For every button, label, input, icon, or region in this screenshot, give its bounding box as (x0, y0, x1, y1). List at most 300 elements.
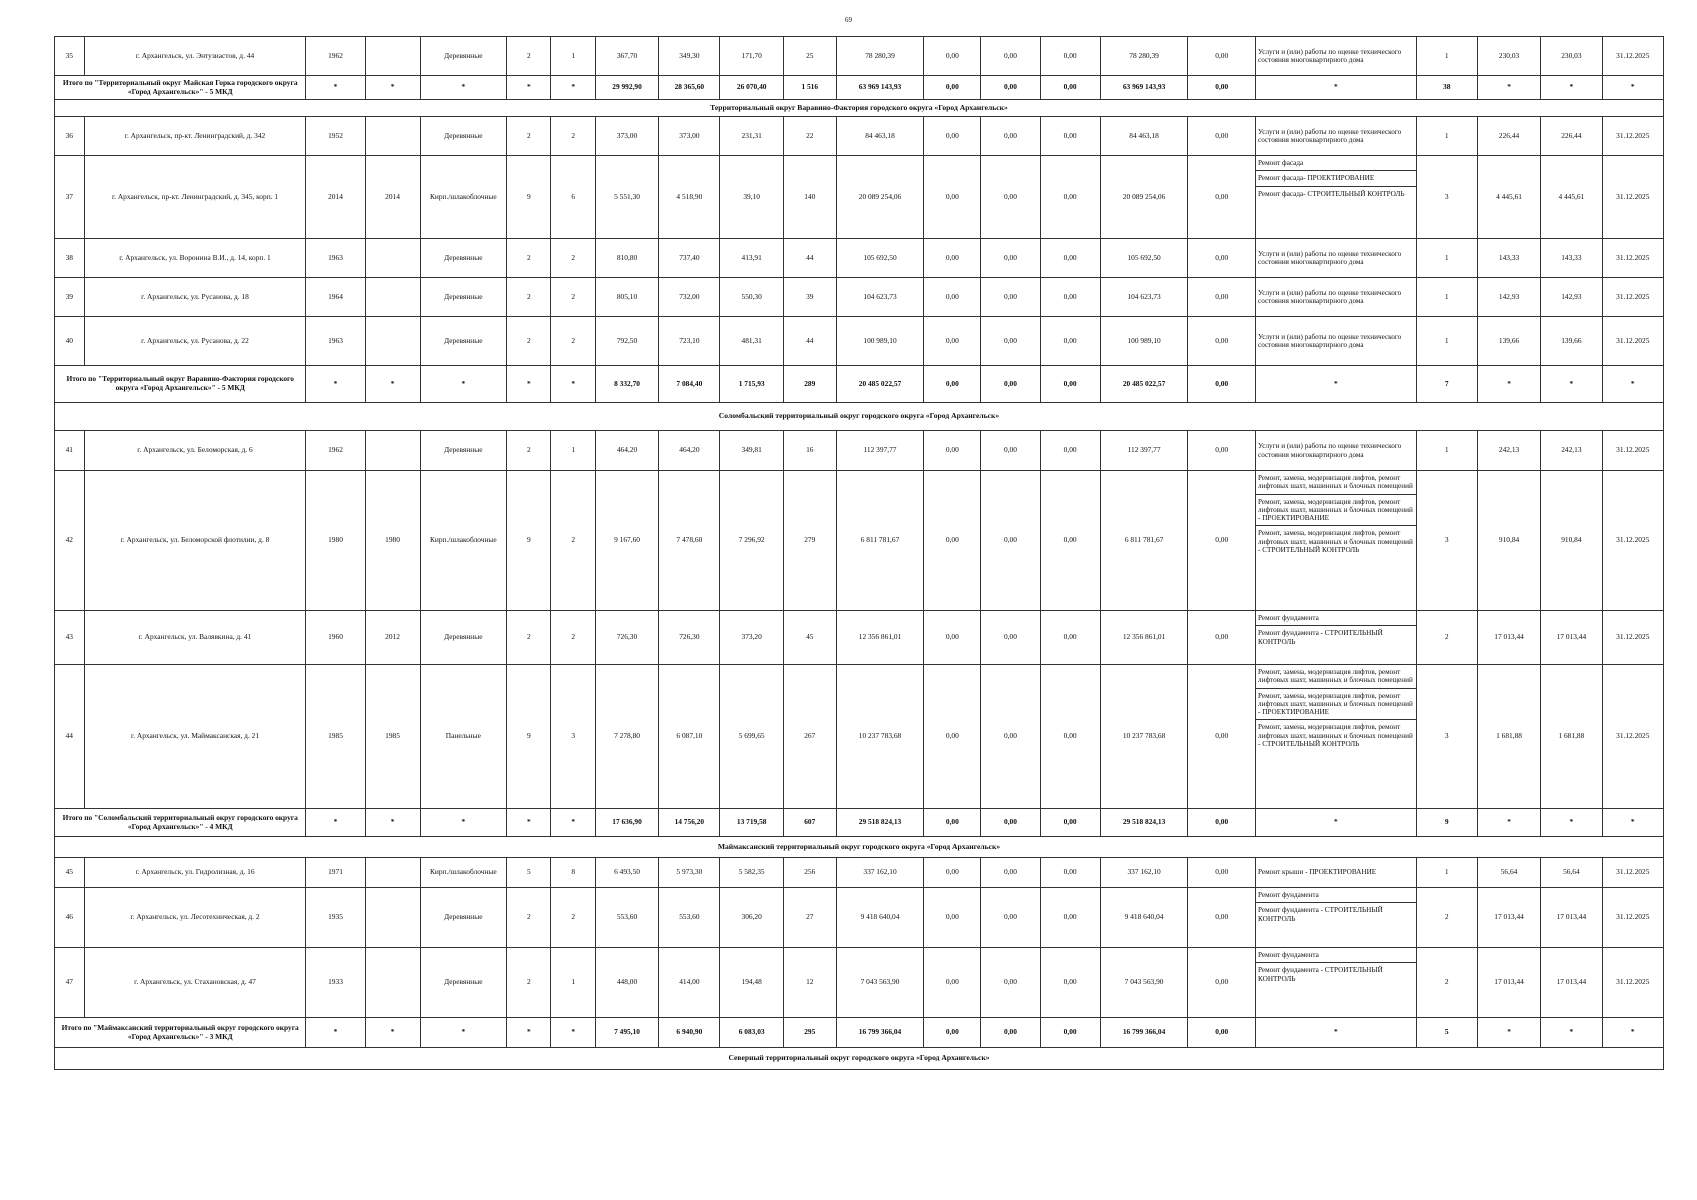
residents-cell: 16 (783, 431, 836, 471)
fund-cell-1: 0,00 (924, 948, 981, 1018)
residents-cell: 39 (783, 278, 836, 317)
works-count-cell: 1 (1416, 431, 1477, 471)
year-built-cell: 2014 (306, 156, 365, 239)
total-placeholder-cell: * (551, 366, 595, 403)
area-total-cell: 810,80 (595, 239, 658, 278)
total-fund-cell-5: 0,00 (1188, 366, 1256, 403)
area-residential-cell: 481,31 (720, 317, 783, 366)
row-number: 38 (55, 239, 85, 278)
unit-cost-cell: 17 013,44 (1477, 948, 1540, 1018)
completion-date-cell: 31.12.2025 (1602, 117, 1663, 156)
house-row (55, 239, 1664, 278)
residents-cell: 44 (783, 317, 836, 366)
house-row (55, 431, 1664, 471)
fund-cell-2: 0,00 (981, 156, 1040, 239)
area-residential-cell: 171,70 (720, 37, 783, 76)
works-count-cell: 2 (1416, 888, 1477, 948)
fund-cell-1: 0,00 (924, 431, 981, 471)
total-date-cell: * (1602, 76, 1663, 100)
entrances-cell: 1 (551, 37, 595, 76)
total-placeholder-cell: * (306, 809, 365, 837)
fund-cell-3: 0,00 (1040, 317, 1100, 366)
year-overhaul-cell (365, 37, 420, 76)
total-works-cell: * (1256, 76, 1417, 100)
total-unit-cost-cell: * (1477, 366, 1540, 403)
fund-cell-3: 0,00 (1040, 431, 1100, 471)
work-item: Ремонт, замена, модернизация лифтов, ремонт лифтовых шахт, машинных и блочных помещений (1258, 668, 1413, 685)
fund-cell-4: 100 989,10 (1100, 317, 1188, 366)
fund-cell-3: 0,00 (1040, 37, 1100, 76)
unit-cost-cell: 139,66 (1477, 317, 1540, 366)
total-row (55, 809, 1664, 837)
residents-cell: 44 (783, 239, 836, 278)
total-residents-cell: 289 (783, 366, 836, 403)
total-placeholder-cell: * (420, 809, 507, 837)
works-cell (1256, 156, 1417, 239)
total-date-cell: * (1602, 809, 1663, 837)
unit-cost-max-cell: 17 013,44 (1541, 888, 1602, 948)
fund-cell-3: 0,00 (1040, 948, 1100, 1018)
address-cell: г. Архангельск, пр-кт. Ленинградский, д. 342 (84, 117, 306, 156)
entrances-cell: 2 (551, 317, 595, 366)
work-item: Ремонт фундамента (1258, 891, 1319, 899)
works-count-cell: 2 (1416, 611, 1477, 665)
total-area-premises-cell: 14 756,20 (659, 809, 720, 837)
year-overhaul-cell (365, 317, 420, 366)
fund-cell-3: 0,00 (1040, 858, 1100, 888)
fund-cell-5: 0,00 (1188, 37, 1256, 76)
total-date-cell: * (1602, 1018, 1663, 1048)
residents-cell: 267 (783, 665, 836, 809)
works-count-cell: 3 (1416, 665, 1477, 809)
fund-cell-3: 0,00 (1040, 239, 1100, 278)
wall-material-cell: Деревянные (420, 948, 507, 1018)
residents-cell: 27 (783, 888, 836, 948)
area-total-cell: 792,50 (595, 317, 658, 366)
wall-material-cell: Кирп./шлакоблочные (420, 858, 507, 888)
cost-total-cell: 100 989,10 (836, 317, 924, 366)
total-placeholder-cell: * (365, 1018, 420, 1048)
completion-date-cell: 31.12.2025 (1602, 317, 1663, 366)
fund-cell-3: 0,00 (1040, 156, 1100, 239)
work-item: Ремонт фасада (1258, 159, 1304, 167)
fund-cell-1: 0,00 (924, 117, 981, 156)
cost-total-cell: 6 811 781,67 (836, 471, 924, 611)
address-cell: г. Архангельск, пр-кт. Ленинградский, д. 345, корп. 1 (84, 156, 306, 239)
area-premises-cell: 553,60 (659, 888, 720, 948)
total-count-cell: 9 (1416, 809, 1477, 837)
wall-material-cell: Деревянные (420, 317, 507, 366)
area-residential-cell: 5 582,35 (720, 858, 783, 888)
total-fund-cell-1: 0,00 (924, 76, 981, 100)
residents-cell: 22 (783, 117, 836, 156)
year-built-cell: 1960 (306, 611, 365, 665)
area-total-cell: 553,60 (595, 888, 658, 948)
wall-material-cell: Деревянные (420, 117, 507, 156)
completion-date-cell: 31.12.2025 (1602, 888, 1663, 948)
fund-cell-4: 78 280,39 (1100, 37, 1188, 76)
total-area-residential-cell: 6 083,03 (720, 1018, 783, 1048)
fund-cell-5: 0,00 (1188, 665, 1256, 809)
floors-cell: 2 (507, 239, 551, 278)
year-built-cell: 1971 (306, 858, 365, 888)
row-number: 39 (55, 278, 85, 317)
area-premises-cell: 732,00 (659, 278, 720, 317)
section-title: Территориальный округ Варавино-Фактория городского округа «Город Архангельск» (55, 100, 1664, 117)
fund-cell-2: 0,00 (981, 471, 1040, 611)
fund-cell-4: 10 237 783,68 (1100, 665, 1188, 809)
section-row (55, 1048, 1664, 1070)
completion-date-cell: 31.12.2025 (1602, 37, 1663, 76)
unit-cost-cell: 910,84 (1477, 471, 1540, 611)
total-fund-cell-2: 0,00 (981, 366, 1040, 403)
entrances-cell: 3 (551, 665, 595, 809)
total-row (55, 76, 1664, 100)
address-cell: г. Архангельск, ул. Беломорская, д. 6 (84, 431, 306, 471)
floors-cell: 2 (507, 317, 551, 366)
fund-cell-4: 9 418 640,04 (1100, 888, 1188, 948)
address-cell: г. Архангельск, ул. Маймаксанская, д. 21 (84, 665, 306, 809)
entrances-cell: 2 (551, 117, 595, 156)
unit-cost-max-cell: 242,13 (1541, 431, 1602, 471)
row-number: 47 (55, 948, 85, 1018)
address-cell: г. Архангельск, ул. Стахановская, д. 47 (84, 948, 306, 1018)
area-premises-cell: 414,00 (659, 948, 720, 1018)
fund-cell-5: 0,00 (1188, 117, 1256, 156)
year-overhaul-cell: 2014 (365, 156, 420, 239)
house-row (55, 471, 1664, 611)
fund-cell-2: 0,00 (981, 888, 1040, 948)
unit-cost-cell: 1 681,88 (1477, 665, 1540, 809)
total-placeholder-cell: * (507, 76, 551, 100)
wall-material-cell: Панельные (420, 665, 507, 809)
completion-date-cell: 31.12.2025 (1602, 948, 1663, 1018)
row-number: 42 (55, 471, 85, 611)
fund-cell-5: 0,00 (1188, 239, 1256, 278)
area-premises-cell: 373,00 (659, 117, 720, 156)
fund-cell-1: 0,00 (924, 37, 981, 76)
fund-cell-5: 0,00 (1188, 471, 1256, 611)
address-cell: г. Архангельск, ул. Валявкина, д. 41 (84, 611, 306, 665)
completion-date-cell: 31.12.2025 (1602, 431, 1663, 471)
wall-material-cell: Деревянные (420, 239, 507, 278)
total-unit-cost-max-cell: * (1541, 809, 1602, 837)
total-count-cell: 7 (1416, 366, 1477, 403)
fund-cell-3: 0,00 (1040, 611, 1100, 665)
cost-total-cell: 12 356 861,01 (836, 611, 924, 665)
floors-cell: 9 (507, 665, 551, 809)
total-cost-total-cell: 63 969 143,93 (836, 76, 924, 100)
completion-date-cell: 31.12.2025 (1602, 278, 1663, 317)
work-item: Ремонт, замена, модернизация лифтов, ремонт лифтовых шахт, машинных и блочных помещений - СТРОИТЕЛЬНЫЙ КОНТРОЛЬ (1256, 525, 1416, 557)
works-count-cell: 1 (1416, 858, 1477, 888)
floors-cell: 9 (507, 156, 551, 239)
section-row (55, 837, 1664, 858)
fund-cell-5: 0,00 (1188, 611, 1256, 665)
wall-material-cell: Деревянные (420, 37, 507, 76)
house-row (55, 278, 1664, 317)
total-placeholder-cell: * (551, 76, 595, 100)
total-area-residential-cell: 1 715,93 (720, 366, 783, 403)
works-count-cell: 3 (1416, 156, 1477, 239)
total-fund-cell-1: 0,00 (924, 366, 981, 403)
works-count-cell: 1 (1416, 117, 1477, 156)
fund-cell-5: 0,00 (1188, 858, 1256, 888)
area-premises-cell: 6 087,10 (659, 665, 720, 809)
work-item: Ремонт фасада- СТРОИТЕЛЬНЫЙ КОНТРОЛЬ (1256, 186, 1416, 201)
work-item: Ремонт, замена, модернизация лифтов, ремонт лифтовых шахт, машинных и блочных помещений (1258, 474, 1413, 491)
work-item: Ремонт, замена, модернизация лифтов, ремонт лифтовых шахт, машинных и блочных помещений - СТРОИТЕЛЬНЫЙ КОНТРОЛЬ (1256, 719, 1416, 751)
area-premises-cell: 349,30 (659, 37, 720, 76)
total-works-cell: * (1256, 366, 1417, 403)
total-placeholder-cell: * (365, 366, 420, 403)
address-cell: г. Архангельск, ул. Беломорской флотилии, д. 8 (84, 471, 306, 611)
address-cell: г. Архангельск, ул. Энтузиастов, д. 44 (84, 37, 306, 76)
fund-cell-5: 0,00 (1188, 156, 1256, 239)
works-cell: Услуги и (или) работы по оценке технического состояния многоквартирного дома (1256, 278, 1417, 317)
entrances-cell: 2 (551, 888, 595, 948)
completion-date-cell: 31.12.2025 (1602, 156, 1663, 239)
wall-material-cell: Кирп./шлакоблочные (420, 471, 507, 611)
fund-cell-3: 0,00 (1040, 117, 1100, 156)
section-row (55, 100, 1664, 117)
unit-cost-cell: 142,93 (1477, 278, 1540, 317)
address-cell: г. Архангельск, ул. Русанова, д. 18 (84, 278, 306, 317)
area-total-cell: 9 167,60 (595, 471, 658, 611)
work-item: Ремонт фундамента - СТРОИТЕЛЬНЫЙ КОНТРОЛЬ (1256, 625, 1416, 649)
floors-cell: 2 (507, 948, 551, 1018)
total-count-cell: 38 (1416, 76, 1477, 100)
row-number: 36 (55, 117, 85, 156)
area-total-cell: 373,00 (595, 117, 658, 156)
total-fund-cell-5: 0,00 (1188, 76, 1256, 100)
address-cell: г. Архангельск, ул. Лесотехническая, д. 2 (84, 888, 306, 948)
fund-cell-1: 0,00 (924, 611, 981, 665)
works-cell: Услуги и (или) работы по оценке технического состояния многоквартирного дома (1256, 431, 1417, 471)
entrances-cell: 1 (551, 948, 595, 1018)
fund-cell-4: 7 043 563,90 (1100, 948, 1188, 1018)
work-item: Ремонт фундамента - СТРОИТЕЛЬНЫЙ КОНТРОЛЬ (1256, 902, 1416, 926)
fund-cell-5: 0,00 (1188, 888, 1256, 948)
residents-cell: 279 (783, 471, 836, 611)
total-placeholder-cell: * (306, 76, 365, 100)
total-residents-cell: 295 (783, 1018, 836, 1048)
total-fund-cell-4: 20 485 022,57 (1100, 366, 1188, 403)
unit-cost-cell: 56,64 (1477, 858, 1540, 888)
unit-cost-max-cell: 910,84 (1541, 471, 1602, 611)
year-overhaul-cell (365, 239, 420, 278)
floors-cell: 2 (507, 37, 551, 76)
area-total-cell: 5 551,30 (595, 156, 658, 239)
completion-date-cell: 31.12.2025 (1602, 239, 1663, 278)
area-residential-cell: 373,20 (720, 611, 783, 665)
cost-total-cell: 9 418 640,04 (836, 888, 924, 948)
works-cell (1256, 888, 1417, 948)
total-placeholder-cell: * (551, 809, 595, 837)
year-overhaul-cell: 1985 (365, 665, 420, 809)
year-built-cell: 1933 (306, 948, 365, 1018)
total-fund-cell-3: 0,00 (1040, 809, 1100, 837)
cost-total-cell: 337 162,10 (836, 858, 924, 888)
cost-total-cell: 10 237 783,68 (836, 665, 924, 809)
entrances-cell: 2 (551, 471, 595, 611)
row-number: 43 (55, 611, 85, 665)
fund-cell-4: 84 463,18 (1100, 117, 1188, 156)
total-placeholder-cell: * (420, 366, 507, 403)
fund-cell-2: 0,00 (981, 948, 1040, 1018)
row-number: 46 (55, 888, 85, 948)
address-cell: г. Архангельск, ул. Гидролизная, д. 16 (84, 858, 306, 888)
fund-cell-4: 104 623,73 (1100, 278, 1188, 317)
total-area-premises-cell: 28 365,60 (659, 76, 720, 100)
total-placeholder-cell: * (551, 1018, 595, 1048)
total-placeholder-cell: * (365, 809, 420, 837)
unit-cost-max-cell: 142,93 (1541, 278, 1602, 317)
works-cell: Ремонт крыши - ПРОЕКТИРОВАНИЕ (1256, 858, 1417, 888)
total-label: Итого по "Маймаксанский территориальный округ городского округа «Город Архангельск»" - 3 МКД (55, 1018, 306, 1048)
wall-material-cell: Деревянные (420, 431, 507, 471)
house-row (55, 37, 1664, 76)
fund-cell-1: 0,00 (924, 239, 981, 278)
year-built-cell: 1985 (306, 665, 365, 809)
total-works-cell: * (1256, 809, 1417, 837)
total-area-premises-cell: 6 940,90 (659, 1018, 720, 1048)
cost-total-cell: 78 280,39 (836, 37, 924, 76)
unit-cost-cell: 230,03 (1477, 37, 1540, 76)
area-total-cell: 464,20 (595, 431, 658, 471)
area-total-cell: 367,70 (595, 37, 658, 76)
unit-cost-cell: 242,13 (1477, 431, 1540, 471)
capital-repair-table (54, 36, 1664, 1070)
section-row (55, 403, 1664, 431)
residents-cell: 140 (783, 156, 836, 239)
year-built-cell: 1935 (306, 888, 365, 948)
total-area-premises-cell: 7 084,40 (659, 366, 720, 403)
total-unit-cost-max-cell: * (1541, 366, 1602, 403)
area-premises-cell: 7 478,60 (659, 471, 720, 611)
total-placeholder-cell: * (306, 366, 365, 403)
works-count-cell: 3 (1416, 471, 1477, 611)
year-built-cell: 1964 (306, 278, 365, 317)
unit-cost-cell: 226,44 (1477, 117, 1540, 156)
total-placeholder-cell: * (420, 1018, 507, 1048)
total-count-cell: 5 (1416, 1018, 1477, 1048)
unit-cost-cell: 17 013,44 (1477, 888, 1540, 948)
house-row (55, 117, 1664, 156)
floors-cell: 5 (507, 858, 551, 888)
year-overhaul-cell (365, 117, 420, 156)
section-title: Соломбальский территориальный округ городского округа «Город Архангельск» (55, 403, 1664, 431)
area-total-cell: 6 493,50 (595, 858, 658, 888)
address-cell: г. Архангельск, ул. Воронина В.И., д. 14, корп. 1 (84, 239, 306, 278)
area-residential-cell: 5 699,65 (720, 665, 783, 809)
fund-cell-1: 0,00 (924, 156, 981, 239)
floors-cell: 9 (507, 471, 551, 611)
entrances-cell: 2 (551, 278, 595, 317)
floors-cell: 2 (507, 117, 551, 156)
cost-total-cell: 112 397,77 (836, 431, 924, 471)
total-fund-cell-3: 0,00 (1040, 76, 1100, 100)
unit-cost-max-cell: 1 681,88 (1541, 665, 1602, 809)
unit-cost-max-cell: 17 013,44 (1541, 948, 1602, 1018)
unit-cost-cell: 4 445,61 (1477, 156, 1540, 239)
unit-cost-max-cell: 56,64 (1541, 858, 1602, 888)
house-row (55, 948, 1664, 1018)
fund-cell-5: 0,00 (1188, 948, 1256, 1018)
area-residential-cell: 231,31 (720, 117, 783, 156)
work-item: Ремонт, замена, модернизация лифтов, ремонт лифтовых шахт, машинных и блочных помещений - ПРОЕКТИРОВАНИЕ (1256, 688, 1416, 720)
wall-material-cell: Деревянные (420, 278, 507, 317)
entrances-cell: 6 (551, 156, 595, 239)
house-row (55, 888, 1664, 948)
work-item: Ремонт, замена, модернизация лифтов, ремонт лифтовых шахт, машинных и блочных помещений - ПРОЕКТИРОВАНИЕ (1256, 494, 1416, 526)
total-fund-cell-5: 0,00 (1188, 1018, 1256, 1048)
floors-cell: 2 (507, 278, 551, 317)
completion-date-cell: 31.12.2025 (1602, 611, 1663, 665)
cost-total-cell: 105 692,50 (836, 239, 924, 278)
work-item: Ремонт фундамента - СТРОИТЕЛЬНЫЙ КОНТРОЛЬ (1256, 962, 1416, 986)
total-fund-cell-2: 0,00 (981, 1018, 1040, 1048)
cost-total-cell: 7 043 563,90 (836, 948, 924, 1018)
area-premises-cell: 4 518,90 (659, 156, 720, 239)
fund-cell-1: 0,00 (924, 278, 981, 317)
total-placeholder-cell: * (420, 76, 507, 100)
works-cell: Услуги и (или) работы по оценке технического состояния многоквартирного дома (1256, 317, 1417, 366)
total-residents-cell: 1 516 (783, 76, 836, 100)
total-placeholder-cell: * (365, 76, 420, 100)
area-residential-cell: 39,10 (720, 156, 783, 239)
area-total-cell: 7 278,80 (595, 665, 658, 809)
unit-cost-cell: 143,33 (1477, 239, 1540, 278)
area-premises-cell: 726,30 (659, 611, 720, 665)
fund-cell-4: 12 356 861,01 (1100, 611, 1188, 665)
total-unit-cost-max-cell: * (1541, 76, 1602, 100)
total-fund-cell-4: 29 518 824,13 (1100, 809, 1188, 837)
area-residential-cell: 7 296,92 (720, 471, 783, 611)
total-placeholder-cell: * (306, 1018, 365, 1048)
year-overhaul-cell (365, 858, 420, 888)
unit-cost-max-cell: 4 445,61 (1541, 156, 1602, 239)
fund-cell-4: 6 811 781,67 (1100, 471, 1188, 611)
area-residential-cell: 194,48 (720, 948, 783, 1018)
house-row (55, 611, 1664, 665)
fund-cell-2: 0,00 (981, 431, 1040, 471)
residents-cell: 25 (783, 37, 836, 76)
fund-cell-3: 0,00 (1040, 278, 1100, 317)
works-count-cell: 1 (1416, 239, 1477, 278)
year-overhaul-cell: 1980 (365, 471, 420, 611)
unit-cost-cell: 17 013,44 (1477, 611, 1540, 665)
fund-cell-1: 0,00 (924, 858, 981, 888)
total-placeholder-cell: * (507, 809, 551, 837)
fund-cell-2: 0,00 (981, 37, 1040, 76)
total-label: Итого по "Территориальный округ Варавино-Фактория городского округа «Город Архангельск»" - 5 МКД (55, 366, 306, 403)
unit-cost-max-cell: 226,44 (1541, 117, 1602, 156)
works-cell (1256, 611, 1417, 665)
fund-cell-1: 0,00 (924, 888, 981, 948)
total-placeholder-cell: * (507, 366, 551, 403)
wall-material-cell: Деревянные (420, 611, 507, 665)
year-overhaul-cell (365, 278, 420, 317)
wall-material-cell: Кирп./шлакоблочные (420, 156, 507, 239)
house-row (55, 156, 1664, 239)
section-title: Северный территориальный округ городского округа «Город Архангельск» (55, 1048, 1664, 1070)
fund-cell-2: 0,00 (981, 317, 1040, 366)
cost-total-cell: 84 463,18 (836, 117, 924, 156)
total-residents-cell: 607 (783, 809, 836, 837)
page-number: 69 (845, 16, 852, 24)
area-total-cell: 805,10 (595, 278, 658, 317)
